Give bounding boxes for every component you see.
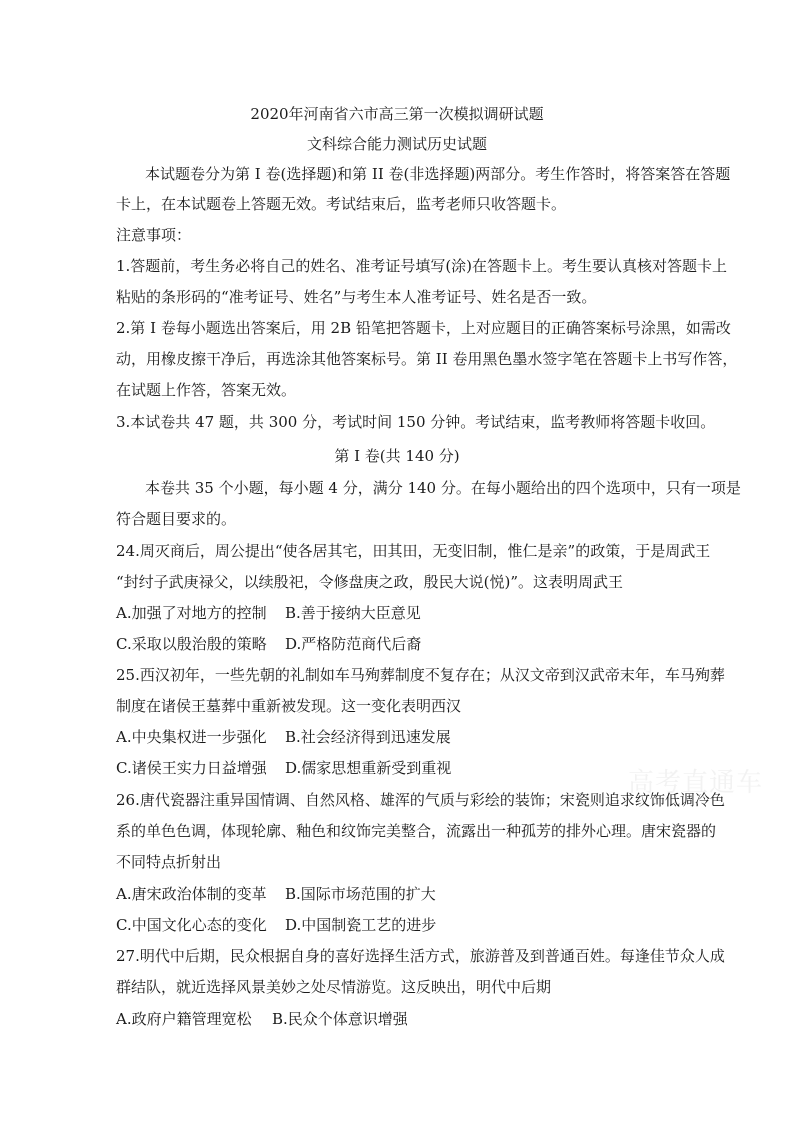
option-c: C.采取以殷治殷的策略 xyxy=(116,635,267,653)
option-d: D.中国制瓷工艺的进步 xyxy=(285,916,437,934)
notice-item-2-cont: 在试题上作答，答案无效。 xyxy=(116,381,297,399)
option-b: B.民众个体意识增强 xyxy=(272,1010,408,1028)
notice-item-1: 1.答题前，考生务必将自己的姓名、准考证号填写(涂)在答题卡上。考生要认真核对答题卡上 xyxy=(116,257,728,275)
option-b: B.善于接纳大臣意见 xyxy=(285,604,421,622)
question-stem-cont: 系的单色色调，体现轮廓、釉色和纹饰完美整合，流露出一种孤芳的排外心理。唐宋瓷器的 xyxy=(116,822,717,840)
option-d: D.严格防范商代后裔 xyxy=(285,635,422,653)
intro-line: 卡上，在本试题卷上答题无效。考试结束后，监考老师只收答题卡。 xyxy=(116,195,567,213)
section-title: 第 I 卷(共 140 分) xyxy=(334,447,460,465)
option-a: A.中央集权进一步强化 xyxy=(116,728,267,746)
question-stem: 27.明代中后期，民众根据自身的喜好选择生活方式，旅游普及到普通百姓。每逢佳节众人成 xyxy=(116,947,725,965)
notice-item-1-cont: 粘贴的条形码的“准考证号、姓名”与考生本人准考证号、姓名是否一致。 xyxy=(116,288,597,306)
option-b: B.国际市场范围的扩大 xyxy=(285,885,436,903)
option-a: A.加强了对地方的控制 xyxy=(116,604,267,622)
option-a: A.政府户籍管理宽松 xyxy=(116,1010,252,1028)
notice-item-2-cont: 动，用橡皮擦干净后，再选涂其他答案标号。第 II 卷用黑色墨水签字笔在答题卡上书写作答， xyxy=(116,350,738,368)
option-c: C.中国文化心态的变化 xyxy=(116,916,267,934)
notice-heading: 注意事项： xyxy=(116,226,192,244)
section-desc-cont: 符合题目要求的。 xyxy=(116,510,237,528)
question-stem-cont: 不同特点折射出 xyxy=(116,853,222,871)
question-stem: 24.周灭商后，周公提出“使各居其宅，田其田，无变旧制，惟仁是亲”的政策，于是周武王 xyxy=(116,542,711,560)
option-d: D.儒家思想重新受到重视 xyxy=(285,759,452,777)
question-stem-cont: 制度在诸侯王墓葬中重新被发现。这一变化表明西汉 xyxy=(116,697,462,715)
section-desc: 本卷共 35 个小题，每小题 4 分，满分 140 分。在每小题给出的四个选项中，只有一项是 xyxy=(145,479,741,497)
option-a: A.唐宋政治体制的变革 xyxy=(116,885,267,903)
exam-subtitle: 文科综合能力测试历史试题 xyxy=(306,135,487,153)
intro-line: 本试题卷分为第 I 卷(选择题)和第 II 卷(非选择题)两部分。考生作答时，将答案答在答题 xyxy=(145,165,731,183)
question-stem-cont: 群结队，就近选择风景美妙之处尽情游览。这反映出，明代中后期 xyxy=(116,978,552,996)
notice-item-2: 2.第 I 卷每小题选出答案后，用 2B 铅笔把答题卡，上对应题目的正确答案标号涂黑，如需改 xyxy=(116,319,731,337)
watermark: 高考直通车 xyxy=(628,768,764,798)
exam-title: 2020年河南省六市高三第一次模拟调研试题 xyxy=(250,105,544,123)
question-stem-cont: “封纣子武庚禄父，以续殷祀，令修盘庚之政，殷民大说(悦)”。这表明周武王 xyxy=(116,573,624,591)
notice-item-3: 3.本试卷共 47 题，共 300 分，考试时间 150 分钟。考试结束，监考教师将答题卡收回。 xyxy=(116,413,716,431)
option-b: B.社会经济得到迅速发展 xyxy=(285,728,451,746)
question-stem: 25.西汉初年，一些先朝的礼制如车马殉葬制度不复存在；从汉文帝到汉武帝末年，车马殉葬 xyxy=(116,666,725,684)
option-c: C.诸侯王实力日益增强 xyxy=(116,759,267,777)
question-stem: 26.唐代瓷器注重异国情调、自然风格、雄浑的气质与彩绘的装饰；宋瓷则追求纹饰低调冷色 xyxy=(116,791,725,809)
